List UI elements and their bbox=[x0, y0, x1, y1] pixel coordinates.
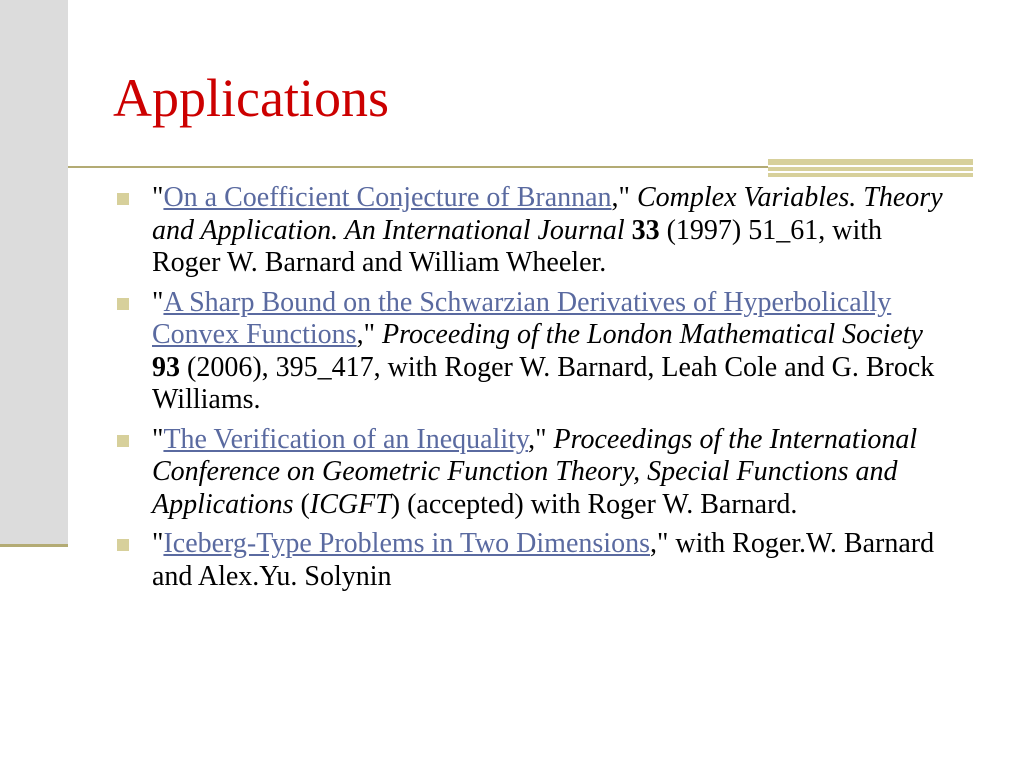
open-quote: " bbox=[152, 182, 164, 213]
reference-item bbox=[115, 182, 945, 280]
left-bar-base-line bbox=[0, 544, 68, 547]
open-quote: " bbox=[152, 423, 164, 455]
slide-title: Applications bbox=[113, 68, 389, 128]
reference-details: ) (accepted) with Roger W. Barnard. bbox=[390, 488, 798, 520]
journal-name: Proceeding of the London Mathematical Society bbox=[382, 319, 923, 350]
link-suffix: ," bbox=[528, 423, 554, 455]
reference-list bbox=[115, 182, 945, 600]
square-bullet-icon bbox=[117, 193, 129, 205]
link-suffix: ," bbox=[356, 319, 382, 350]
divider-accent-bar bbox=[768, 167, 973, 171]
reference-item bbox=[115, 287, 945, 417]
square-bullet-icon bbox=[117, 298, 129, 310]
divider-accent-bar bbox=[768, 173, 973, 177]
volume-number: 33 bbox=[631, 214, 660, 246]
reference-link-iceberg[interactable]: Iceberg-Type Problems in Two Dimensions bbox=[163, 528, 650, 559]
reference-details: (1997) 51_61, with Roger W. Barnard and William Wheeler. bbox=[152, 214, 883, 278]
title-divider-line bbox=[68, 166, 768, 168]
reference-details: ," with Roger.W. Barnard and Alex.Yu. Solynin bbox=[152, 528, 935, 592]
link-suffix: ," bbox=[611, 182, 637, 213]
journal-name: Complex Variables. Theory and Application. An International Journal bbox=[152, 182, 943, 246]
open-quote: " bbox=[152, 286, 164, 318]
reference-item bbox=[115, 424, 945, 522]
reference-details: (2006), 395_417, with Roger W. Barnard, Leah Cole and G. Brock Williams. bbox=[152, 351, 935, 415]
reference-link-brannan[interactable]: On a Coefficient Conjecture of Brannan bbox=[163, 182, 612, 213]
reference-link-schwarzian[interactable]: A Sharp Bound on the Schwarzian Derivatives of Hyperbolically Convex Functions bbox=[152, 286, 892, 350]
left-decorative-bar bbox=[0, 0, 68, 546]
square-bullet-icon bbox=[117, 539, 129, 551]
reference-item bbox=[115, 528, 945, 593]
volume-number: 93 bbox=[152, 351, 180, 383]
paren-open: ( bbox=[293, 488, 310, 520]
reference-link-inequality[interactable]: The Verification of an Inequality bbox=[163, 423, 529, 455]
open-quote: " bbox=[152, 528, 164, 559]
square-bullet-icon bbox=[117, 435, 129, 447]
journal-name: Proceedings of the International Conference on Geometric Function Theory, Special Functions and Applications bbox=[152, 423, 918, 520]
conference-acronym: ICGFT bbox=[309, 488, 391, 520]
divider-accent-bar bbox=[768, 159, 973, 165]
